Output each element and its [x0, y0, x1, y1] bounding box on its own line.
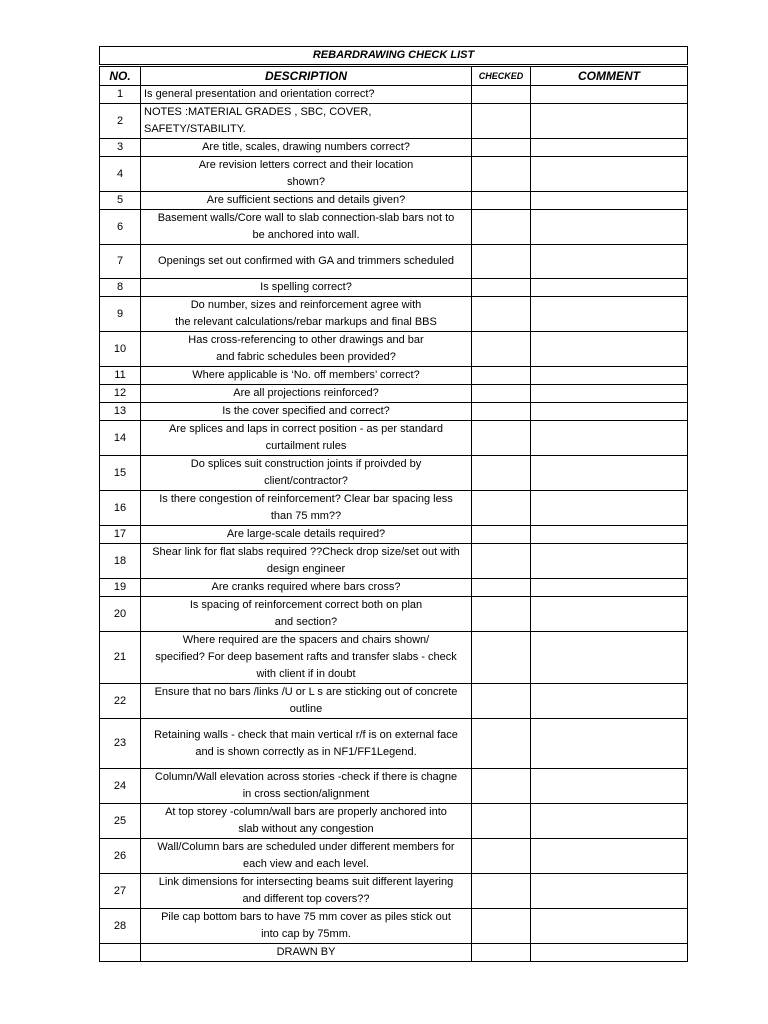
- checklist-row: [100, 332, 688, 367]
- checked-cell[interactable]: [472, 684, 531, 719]
- row-description: [141, 874, 472, 909]
- checked-cell[interactable]: [472, 421, 531, 456]
- description-line: in cross section/alignment: [242, 788, 370, 800]
- checked-cell[interactable]: [472, 139, 531, 157]
- row-number: 22: [100, 684, 141, 719]
- checked-cell[interactable]: [472, 210, 531, 245]
- row-description: [141, 839, 472, 874]
- checklist-row: [100, 769, 688, 804]
- row-description: [141, 367, 472, 385]
- checklist-row: [100, 579, 688, 597]
- description-line: Wall/Column bars are scheduled under different members for: [157, 841, 455, 853]
- header-comment: COMMENT: [531, 66, 688, 86]
- row-description: [141, 544, 472, 579]
- description-line: At top storey -column/wall bars are properly anchored into: [165, 806, 447, 818]
- checklist-row: [100, 684, 688, 719]
- checked-cell[interactable]: [472, 245, 531, 279]
- checklist-row: [100, 526, 688, 544]
- comment-cell[interactable]: [531, 86, 688, 104]
- row-description: [141, 86, 472, 104]
- row-number: 7: [100, 245, 141, 279]
- comment-cell[interactable]: [531, 804, 688, 839]
- description-line: Is spacing of reinforcement correct both on plan: [189, 599, 423, 611]
- comment-cell[interactable]: [531, 279, 688, 297]
- comment-cell[interactable]: [531, 526, 688, 544]
- description-line: Column/Wall elevation across stories -check if there is chagne: [154, 771, 458, 783]
- header-row: [100, 66, 688, 86]
- comment-cell[interactable]: [531, 421, 688, 456]
- checked-cell[interactable]: [472, 839, 531, 874]
- row-number: 14: [100, 421, 141, 456]
- comment-cell[interactable]: [531, 403, 688, 421]
- row-description: [141, 909, 472, 944]
- checked-cell[interactable]: [472, 632, 531, 684]
- header-description: DESCRIPTION: [141, 66, 472, 86]
- checklist-row: [100, 367, 688, 385]
- comment-cell[interactable]: [531, 874, 688, 909]
- row-number: 21: [100, 632, 141, 684]
- description-line: Are splices and laps in correct position - as per standard: [169, 423, 443, 435]
- checklist-title: REBARDRAWING CHECK LIST: [100, 47, 688, 66]
- checklist-row: [100, 909, 688, 944]
- checklist-row: [100, 421, 688, 456]
- description-line: NOTES :MATERIAL GRADES , SBC, COVER, SAFETY/STABILITY.: [144, 106, 372, 135]
- row-number: 24: [100, 769, 141, 804]
- row-description: [141, 421, 472, 456]
- row-description: [141, 297, 472, 332]
- checked-cell[interactable]: [472, 804, 531, 839]
- comment-cell[interactable]: [531, 297, 688, 332]
- row-description: [141, 769, 472, 804]
- row-number: 20: [100, 597, 141, 632]
- description-line: Link dimensions for intersecting beams suit different layering: [158, 876, 454, 888]
- checked-cell[interactable]: [472, 403, 531, 421]
- description-line: Openings set out confirmed with GA and trimmers scheduled: [158, 255, 454, 267]
- comment-cell[interactable]: [531, 157, 688, 192]
- description-line: into cap by 75mm.: [261, 928, 351, 940]
- description-line: Where applicable is ‘No. off members’ correct?: [192, 369, 420, 381]
- row-number: 16: [100, 491, 141, 526]
- checked-cell[interactable]: [472, 579, 531, 597]
- row-description: [141, 332, 472, 367]
- row-number: 1: [100, 86, 141, 104]
- checked-cell[interactable]: [472, 491, 531, 526]
- checklist-row: [100, 86, 688, 104]
- description-line: Is the cover specified and correct?: [222, 405, 390, 417]
- checked-cell[interactable]: [472, 874, 531, 909]
- row-number: 12: [100, 385, 141, 403]
- checked-cell[interactable]: [472, 456, 531, 491]
- description-line: with client if in doubt: [256, 668, 356, 680]
- row-number: 17: [100, 526, 141, 544]
- description-line: Ensure that no bars /links /U or L s are sticking out of concrete: [154, 686, 458, 698]
- description-line: Pile cap bottom bars to have 75 mm cover as piles stick out: [161, 911, 451, 923]
- footer-comment-cell: [531, 944, 688, 962]
- checklist-row: [100, 104, 688, 139]
- row-description: [141, 245, 472, 279]
- description-line: Are all projections reinforced?: [233, 387, 379, 399]
- checklist-row: [100, 297, 688, 332]
- comment-cell[interactable]: [531, 632, 688, 684]
- row-number: 6: [100, 210, 141, 245]
- comment-cell[interactable]: [531, 544, 688, 579]
- checklist-row: [100, 544, 688, 579]
- header-no: NO.: [100, 66, 141, 86]
- checklist-row: [100, 139, 688, 157]
- description-line: and is shown correctly as in NF1/FF1Legend.: [195, 745, 417, 758]
- comment-cell[interactable]: [531, 597, 688, 632]
- row-description: [141, 139, 472, 157]
- row-number: 25: [100, 804, 141, 839]
- description-line: Where required are the spacers and chairs shown/: [182, 634, 430, 646]
- checked-cell[interactable]: [472, 544, 531, 579]
- row-description: [141, 192, 472, 210]
- footer-checked-cell: [472, 944, 531, 962]
- description-line: Are revision letters correct and their location: [198, 159, 414, 171]
- row-number: 26: [100, 839, 141, 874]
- description-line: Is spelling correct?: [260, 281, 352, 293]
- checklist-row: [100, 874, 688, 909]
- footer-row: [100, 944, 688, 962]
- row-number: 18: [100, 544, 141, 579]
- checklist-row: [100, 719, 688, 769]
- checked-cell[interactable]: [472, 279, 531, 297]
- checked-cell[interactable]: [472, 104, 531, 139]
- row-number: 10: [100, 332, 141, 367]
- checked-cell[interactable]: [472, 909, 531, 944]
- description-line: client/contractor?: [264, 475, 348, 487]
- row-description: [141, 403, 472, 421]
- row-description: [141, 157, 472, 192]
- row-description: [141, 279, 472, 297]
- checklist-row: [100, 210, 688, 245]
- comment-cell[interactable]: [531, 719, 688, 769]
- description-line: specified? For deep basement rafts and transfer slabs - check: [155, 651, 457, 663]
- description-line: than 75 mm??: [270, 510, 342, 522]
- row-description: [141, 632, 472, 684]
- row-description: [141, 804, 472, 839]
- description-line: be anchored into wall.: [252, 229, 360, 241]
- description-line: Shear link for flat slabs required ??Check drop size/set out with: [152, 546, 460, 558]
- comment-cell[interactable]: [531, 385, 688, 403]
- row-number: 23: [100, 719, 141, 769]
- checklist-row: [100, 632, 688, 684]
- description-line: curtailment rules: [265, 440, 347, 452]
- comment-cell[interactable]: [531, 367, 688, 385]
- checklist-row: [100, 157, 688, 192]
- checked-cell[interactable]: [472, 526, 531, 544]
- description-line: Are large-scale details required?: [226, 528, 386, 540]
- row-description: [141, 719, 472, 769]
- description-line: Are cranks required where bars cross?: [211, 581, 401, 593]
- checklist-row: [100, 491, 688, 526]
- checked-cell[interactable]: [472, 157, 531, 192]
- description-line: shown?: [287, 176, 325, 188]
- row-description: [141, 526, 472, 544]
- row-description: [141, 491, 472, 526]
- comment-cell[interactable]: [531, 909, 688, 944]
- row-number: 5: [100, 192, 141, 210]
- row-number: 3: [100, 139, 141, 157]
- checked-cell[interactable]: [472, 719, 531, 769]
- description-line: the relevant calculations/rebar markups and final BBS: [175, 316, 437, 328]
- description-line: Is general presentation and orientation correct?: [144, 88, 375, 100]
- checked-cell[interactable]: [472, 385, 531, 403]
- checklist-row: [100, 839, 688, 874]
- row-number: 13: [100, 403, 141, 421]
- drawn-by-label: DRAWN BY: [141, 944, 472, 962]
- row-description: [141, 456, 472, 491]
- row-number: 9: [100, 297, 141, 332]
- comment-cell[interactable]: [531, 104, 688, 139]
- description-line: Are sufficient sections and details given?: [206, 194, 406, 206]
- checklist-row: [100, 597, 688, 632]
- comment-cell[interactable]: [531, 579, 688, 597]
- comment-cell[interactable]: [531, 139, 688, 157]
- row-number: 11: [100, 367, 141, 385]
- checklist-row: [100, 385, 688, 403]
- row-description: [141, 104, 472, 139]
- description-line: design engineer: [266, 563, 346, 575]
- comment-cell[interactable]: [531, 769, 688, 804]
- description-line: each view and each level.: [243, 858, 369, 870]
- checked-cell[interactable]: [472, 297, 531, 332]
- comment-cell[interactable]: [531, 332, 688, 367]
- row-number: 27: [100, 874, 141, 909]
- checked-cell[interactable]: [472, 597, 531, 632]
- row-description: [141, 684, 472, 719]
- comment-cell[interactable]: [531, 192, 688, 210]
- comment-cell[interactable]: [531, 210, 688, 245]
- checklist-row: [100, 279, 688, 297]
- description-line: slab without any congestion: [238, 823, 374, 835]
- row-description: [141, 597, 472, 632]
- description-line: Are title, scales, drawing numbers correct?: [202, 141, 410, 153]
- row-description: [141, 210, 472, 245]
- row-number: 2: [100, 104, 141, 139]
- checklist-row: [100, 804, 688, 839]
- description-line: Basement walls/Core wall to slab connection-slab bars not to: [157, 212, 455, 224]
- description-line: and fabric schedules been provided?: [216, 351, 396, 363]
- description-line: Do number, sizes and reinforcement agree with: [190, 299, 422, 311]
- checked-cell[interactable]: [472, 367, 531, 385]
- comment-cell[interactable]: [531, 245, 688, 279]
- description-line: and different top covers??: [242, 893, 370, 905]
- checked-cell[interactable]: [472, 769, 531, 804]
- comment-cell[interactable]: [531, 684, 688, 719]
- checklist-row: [100, 245, 688, 279]
- comment-cell[interactable]: [531, 839, 688, 874]
- comment-cell[interactable]: [531, 456, 688, 491]
- checklist-body: [100, 86, 688, 944]
- header-checked: CHECKED: [472, 66, 531, 86]
- checked-cell[interactable]: [472, 86, 531, 104]
- description-line: and section?: [274, 616, 338, 628]
- description-line: outline: [289, 703, 323, 715]
- checklist-row: [100, 456, 688, 491]
- row-description: [141, 385, 472, 403]
- row-description: [141, 579, 472, 597]
- row-number: 4: [100, 157, 141, 192]
- comment-cell[interactable]: [531, 491, 688, 526]
- checked-cell[interactable]: [472, 192, 531, 210]
- checklist-table: [99, 46, 688, 962]
- checklist-row: [100, 192, 688, 210]
- description-line: Retaining walls - check that main vertical r/f is on external face: [154, 728, 458, 741]
- checklist-row: [100, 403, 688, 421]
- footer-no-cell: [100, 944, 141, 962]
- row-number: 19: [100, 579, 141, 597]
- checked-cell[interactable]: [472, 332, 531, 367]
- description-line: Do splices suit construction joints if proivded by: [190, 458, 422, 470]
- checklist-sheet: [99, 46, 687, 962]
- description-line: Has cross-referencing to other drawings and bar: [188, 334, 424, 346]
- row-number: 8: [100, 279, 141, 297]
- row-number: 15: [100, 456, 141, 491]
- row-number: 28: [100, 909, 141, 944]
- description-line: Is there congestion of reinforcement? Clear bar spacing less: [159, 493, 453, 505]
